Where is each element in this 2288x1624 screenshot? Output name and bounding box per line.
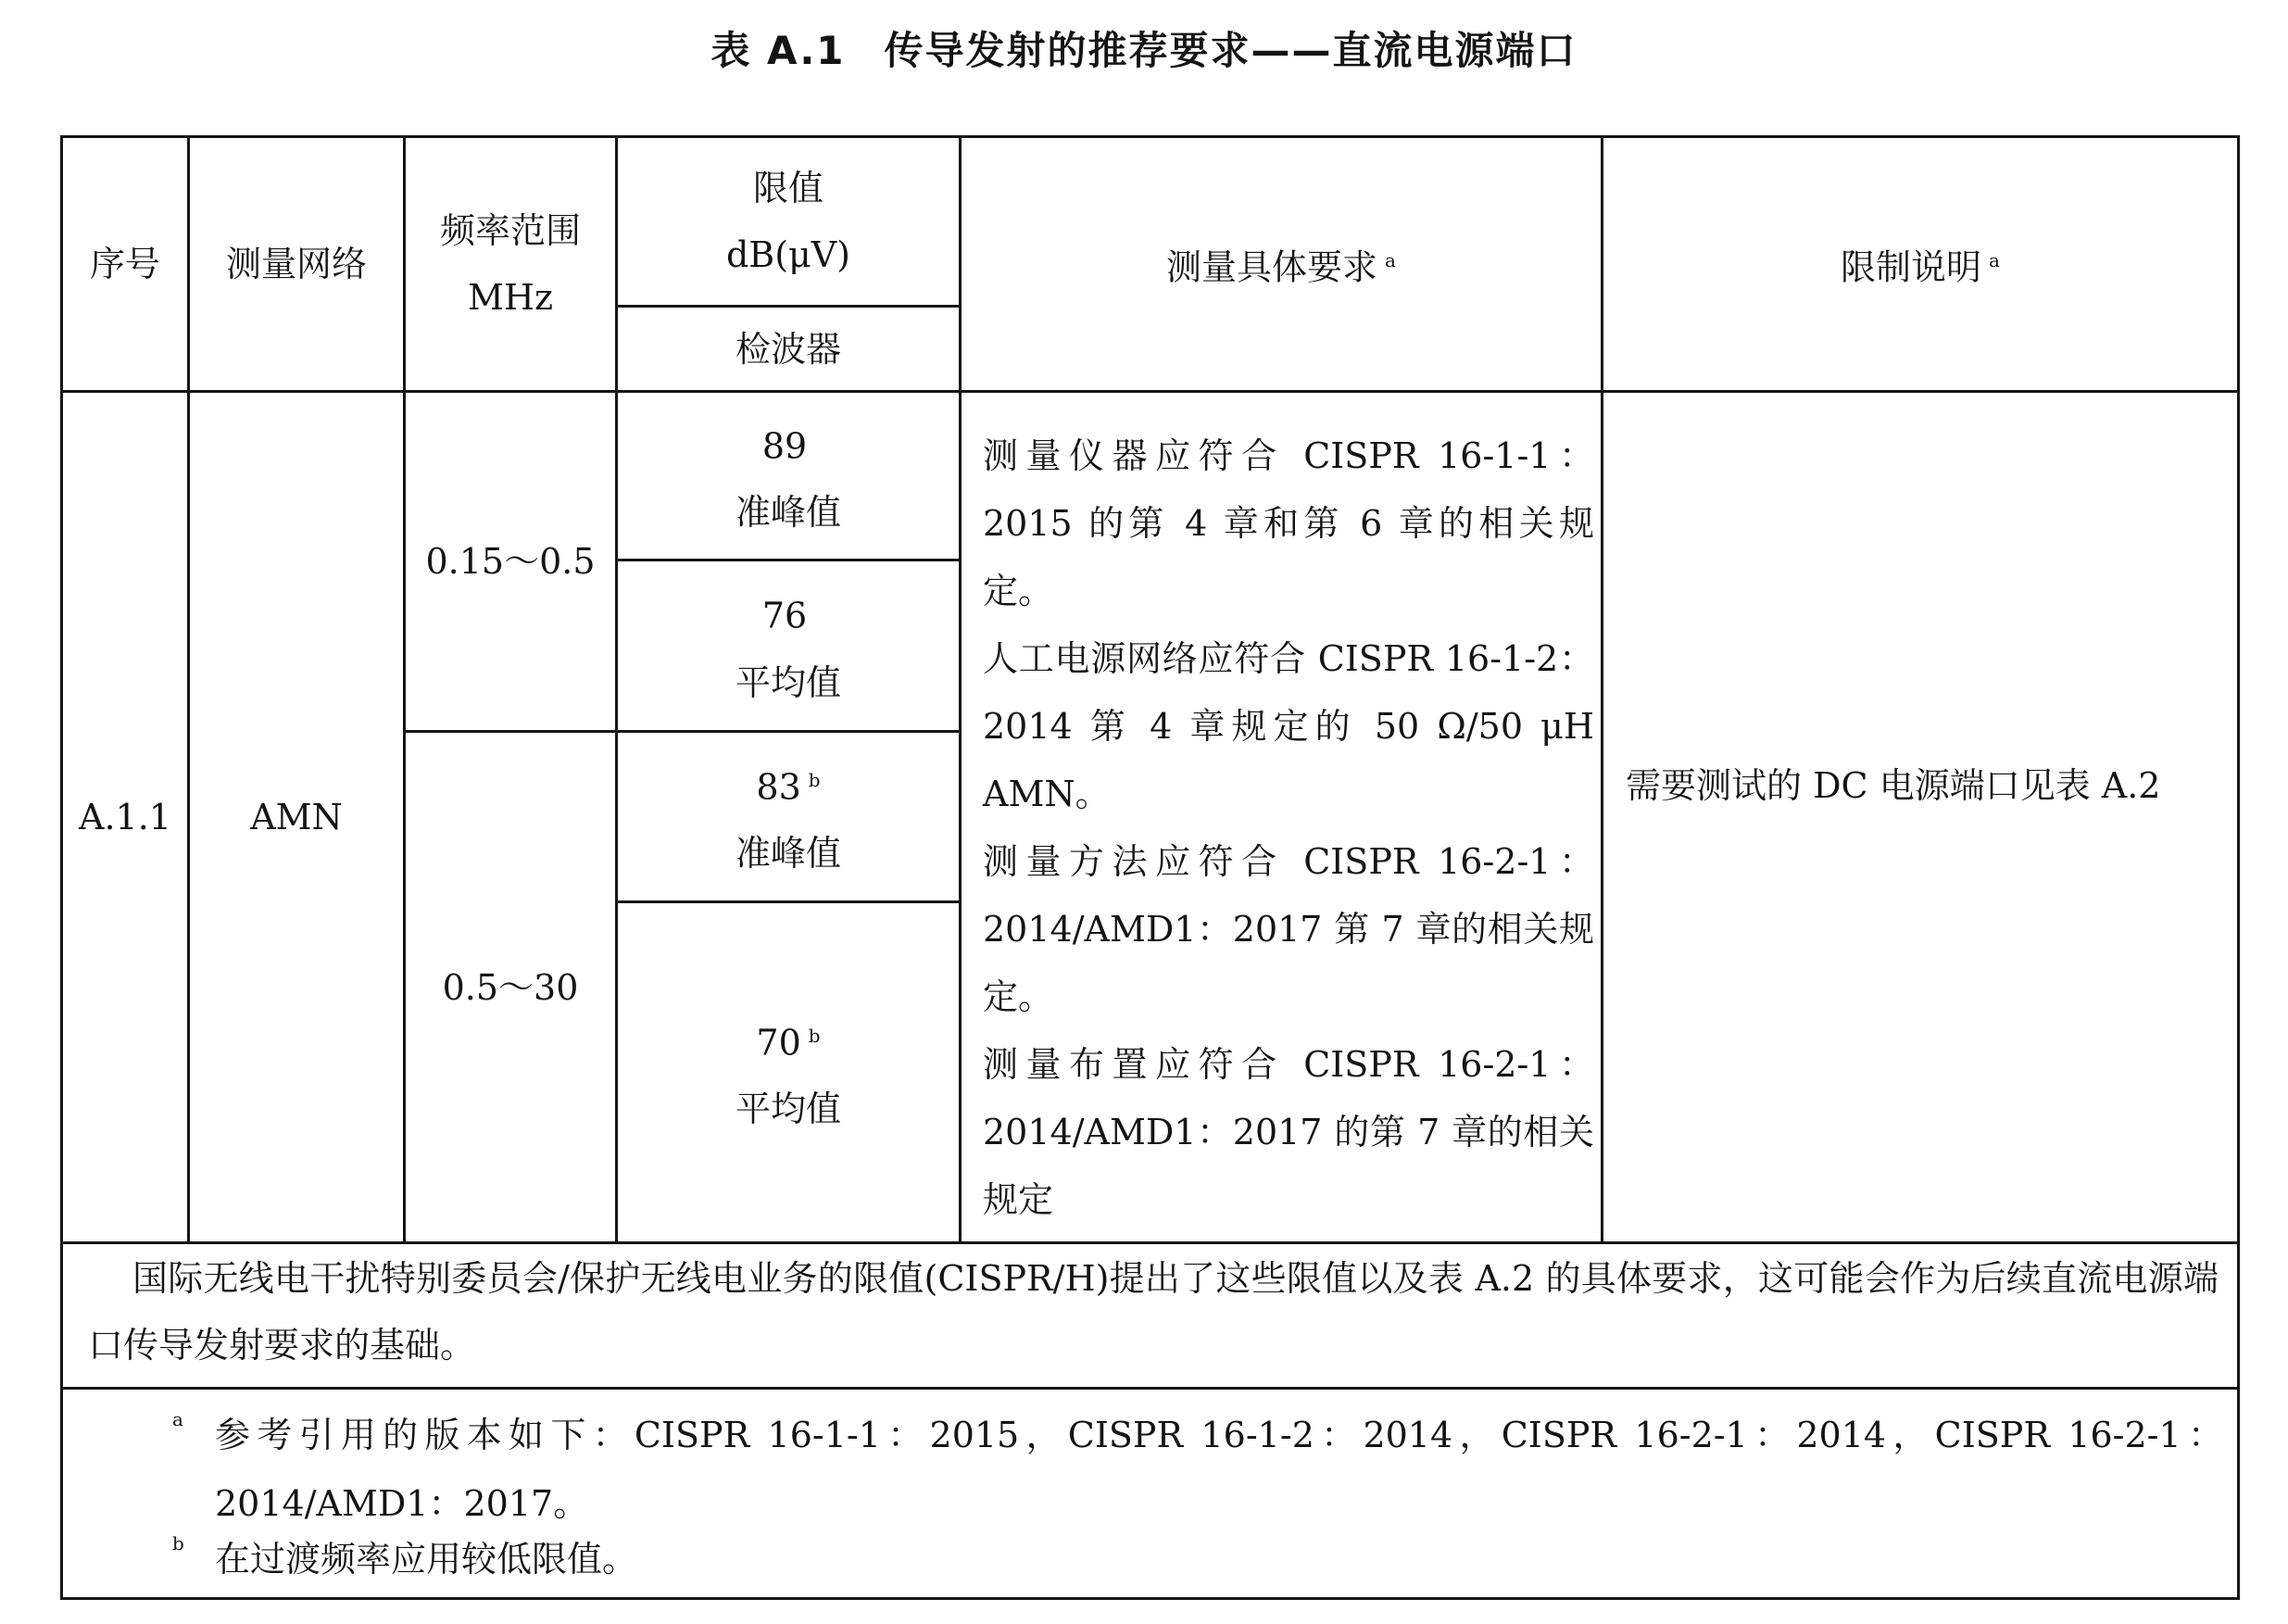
requirement-item: 测量仪器应符合 CISPR 16-1-1：2015 的第 4 章和第 6 章的相关规定。 [983,435,1594,611]
footnote-a [172,1401,2223,1538]
limit-number: 70 [756,1022,801,1064]
requirement-item: 人工电源网络应符合 CISPR 16-1-2：2014 第 4 章规定的 50 Ω/50 μH AMN。 [983,638,1594,814]
freq-range-value: 0.15～0.5 [425,541,596,582]
limit-cell-2 [618,561,959,730]
detector-type: 平均值 [735,1089,841,1130]
table-note: 国际无线电干扰特别委员会/保护无线电业务的限值(CISPR/H)提出了这些限值以及表 A.2 的具体要求，这可能会作为后续直流电源端口传导发射要求的基础。 [88,1258,2219,1366]
row-seq-value: A.1.1 [79,797,171,837]
header-seq [63,138,187,390]
requirement-item: 测量方法应符合 CISPR 16-2-1：2014/AMD1：2017 第 7 章的相关规定。 [983,841,1594,1017]
limit-value [762,575,814,649]
row-network-value: AMN [250,797,343,837]
header-limit-notes [1603,138,2237,390]
header-limit-label: 限值 [752,168,823,208]
header-requirements [962,138,1601,390]
header-limit-notes-label: 限制说明 [1841,246,1982,288]
table-number: 表 A.1 [710,28,846,73]
footnote-ref: a [1989,249,2000,272]
limit-cell-3 [618,733,959,900]
header-requirements-label: 测量具体要求 [1166,246,1378,288]
table-title: 传导发射的推荐要求——直流电源端口 [884,28,1578,73]
limit-cell-1 [618,393,959,559]
detector-type: 准峰值 [735,833,841,875]
freq-range-1 [406,393,615,730]
grid-line [60,1387,2240,1390]
header-frequency-unit: MHz [467,277,554,318]
footnote-ref: b [808,1024,821,1047]
header-requirements-text [1166,227,1396,301]
header-limit [618,138,959,305]
freq-range-2 [406,733,615,1241]
footnote-mark: a [172,1408,183,1430]
requirement-item: 测量布置应符合 CISPR 16-2-1：2014/AMD1：2017 的第 7 章的相关规定 [983,1044,1594,1220]
limit-cell-4 [618,903,959,1241]
detector-type: 平均值 [735,661,841,703]
header-network [190,138,403,390]
header-frequency [406,138,615,390]
footnote-mark: b [172,1532,184,1555]
freq-range-value: 0.5～30 [442,966,579,1008]
footnote-text: 在过渡频率应用较低限值。 [215,1539,638,1580]
limit-value [756,1002,820,1076]
header-seq-label: 序号 [89,244,160,284]
footnote-text: 参考引用的版本如下：CISPR 16-1-1：2015，CISPR 16-1-2：2014，CISPR 16-2-1：2014，CISPR 16-2-1：2014/AMD1：2017。 [215,1415,2223,1524]
limit-value [756,747,820,821]
header-limit-notes-text [1841,227,2000,301]
header-detector-label: 检波器 [735,328,841,370]
limit-note-text: 需要测试的 DC 电源端口见表 A.2 [1626,765,2161,806]
limit-number: 89 [761,425,808,467]
row-network [190,393,403,1241]
limit-number: 83 [756,766,801,808]
grid-line [60,1241,2240,1244]
limit-number: 76 [761,595,808,636]
footnote-b [172,1525,2223,1593]
footnote-ref: b [808,768,821,791]
requirements-text [983,422,1594,1234]
header-network-label: 测量网络 [225,244,367,284]
limit-value [762,406,814,480]
header-limit-unit: dB(μV) [725,234,851,275]
footnote-ref: a [1385,249,1396,272]
table-caption [0,20,2288,76]
row-seq [63,393,187,1241]
detector-type: 准峰值 [735,492,841,534]
header-frequency-label: 频率范围 [439,210,581,251]
header-detector [618,308,959,390]
